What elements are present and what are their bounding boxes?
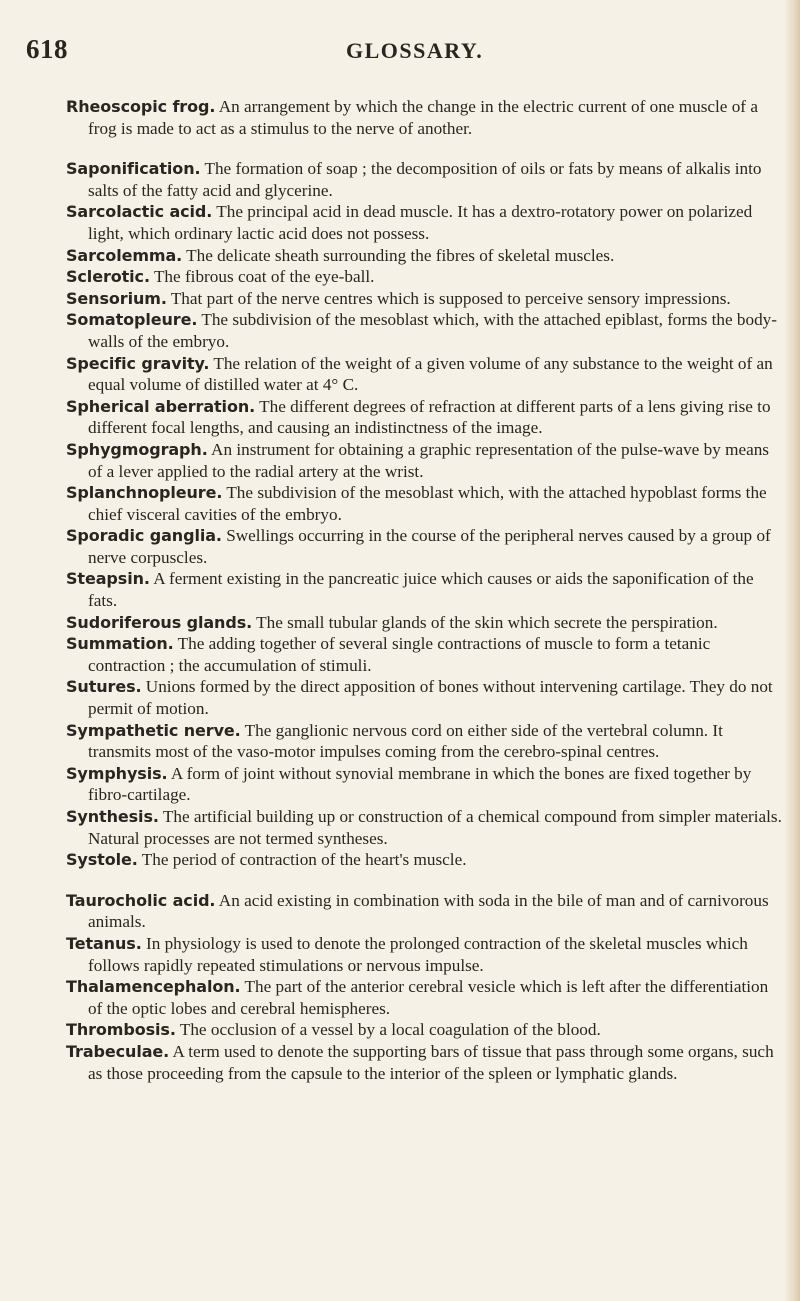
glossary-entry bbox=[66, 676, 782, 719]
entry-definition: The different degrees of refraction at different parts of a lens giving rise to different focal lengths, and causing an indistinctness of the image. bbox=[88, 396, 771, 438]
entry-term: Tetanus. bbox=[66, 933, 142, 953]
entry-definition: The ganglionic nervous cord on either side of the vertebral column. It transmits most of the vaso-motor impulses coming from the cerebro-spinal centres. bbox=[88, 720, 723, 762]
glossary-entry bbox=[66, 439, 782, 482]
entry-term: Sphygmograph. bbox=[66, 439, 208, 459]
page-number: 618 bbox=[26, 34, 68, 64]
glossary-entry bbox=[66, 288, 782, 310]
entry-term: Specific gravity. bbox=[66, 353, 210, 373]
entry-term: Sudoriferous glands. bbox=[66, 612, 253, 632]
entry-definition: The small tubular glands of the skin which secrete the perspiration. bbox=[256, 612, 718, 632]
entry-definition: The relation of the weight of a given volume of any substance to the weight of an equal volume of distilled water at 4° C. bbox=[88, 353, 773, 395]
entry-definition: Unions formed by the direct apposition of bones without intervening cartilage. They do not permit of motion. bbox=[88, 677, 773, 719]
entry-term: Sarcolemma. bbox=[66, 245, 183, 265]
entry-term: Rheoscopic frog. bbox=[66, 97, 216, 116]
entry-term: Spherical aberration. bbox=[66, 396, 256, 416]
glossary-entry bbox=[66, 849, 782, 871]
page-header bbox=[26, 34, 766, 74]
entry-term: Symphysis. bbox=[66, 763, 168, 783]
glossary-entries bbox=[66, 96, 782, 1084]
entry-term: Thrombosis. bbox=[66, 1020, 176, 1040]
entry-definition: An arrangement by which the change in the electric current of one muscle of a frog is made to act as a stimulus to the nerve of another. bbox=[88, 97, 758, 138]
page-edge-shadow bbox=[784, 0, 800, 1301]
entry-definition: A form of joint without synovial membrane in which the bones are fixed together by fibro-cartilage. bbox=[88, 763, 752, 805]
glossary-entry bbox=[66, 633, 782, 676]
entry-definition: The subdivision of the mesoblast which, with the attached hypoblast forms the chief visceral cavities of the embryo. bbox=[88, 483, 767, 524]
glossary-entry bbox=[66, 1019, 782, 1041]
entry-term: Sutures. bbox=[66, 677, 142, 697]
entry-term: Trabeculae. bbox=[66, 1041, 170, 1061]
entry-definition: In physiology is used to denote the prolonged contraction of the skeletal muscles which follows rapidly repeated stimulations or nervous impulse. bbox=[88, 933, 748, 975]
entry-term: Synthesis. bbox=[66, 807, 159, 826]
entry-definition: An instrument for obtaining a graphic representation of the pulse-wave by means of a lever applied to the radial artery at the wrist. bbox=[88, 439, 769, 481]
glossary-entry bbox=[66, 525, 782, 568]
glossary-entry bbox=[66, 201, 782, 244]
entry-term: Sclerotic. bbox=[66, 267, 150, 287]
entry-definition: That part of the nerve centres which is supposed to perceive sensory impressions. bbox=[170, 288, 731, 308]
glossary-entry bbox=[66, 890, 782, 933]
glossary-entry bbox=[66, 266, 782, 288]
entry-definition: The occlusion of a vessel by a local coagulation of the blood. bbox=[179, 1020, 601, 1040]
entry-term: Sympathetic nerve. bbox=[66, 720, 241, 740]
entry-definition: Swellings occurring in the course of the peripheral nerves caused by a group of nerve corpuscles. bbox=[88, 526, 771, 567]
entry-term: Sporadic ganglia. bbox=[66, 526, 222, 546]
entry-definition: A ferment existing in the pancreatic juice which causes or aids the saponification of the fats. bbox=[88, 569, 754, 611]
glossary-entry bbox=[66, 976, 782, 1019]
entry-term: Sensorium. bbox=[66, 288, 167, 308]
entry-definition: The subdivision of the mesoblast which, with the attached epiblast, forms the body-walls of the embryo. bbox=[88, 310, 777, 351]
running-title: GLOSSARY. bbox=[346, 38, 484, 63]
entry-definition: The fibrous coat of the eye-ball. bbox=[153, 267, 375, 287]
entry-term: Splanchnopleure. bbox=[66, 483, 223, 503]
glossary-entry bbox=[66, 763, 782, 806]
glossary-entry bbox=[66, 482, 782, 525]
glossary-entry bbox=[66, 933, 782, 976]
entry-definition: The artificial building up or construction of a chemical compound from simpler materials. Natural processes are not termed syntheses. bbox=[88, 807, 782, 848]
glossary-entry bbox=[66, 96, 782, 139]
glossary-entry bbox=[66, 396, 782, 439]
entry-definition: The delicate sheath surrounding the fibres of skeletal muscles. bbox=[186, 245, 615, 265]
entry-definition: The part of the anterior cerebral vesicle which is left after the differentiation of the optic lobes and cerebral hemispheres. bbox=[88, 977, 769, 1018]
entry-term: Saponification. bbox=[66, 159, 201, 179]
entry-definition: The adding together of several single contractions of muscle to form a tetanic contraction ; the accumulation of stimuli. bbox=[88, 634, 711, 675]
glossary-entry bbox=[66, 353, 782, 396]
glossary-entry bbox=[66, 245, 782, 267]
glossary-entry bbox=[66, 1041, 782, 1084]
glossary-entry bbox=[66, 806, 782, 849]
entry-term: Sarcolactic acid. bbox=[66, 202, 213, 222]
glossary-entry bbox=[66, 612, 782, 634]
entry-definition: An acid existing in combination with soda in the bile of man and of carnivorous animals. bbox=[88, 890, 769, 932]
entry-definition: A term used to denote the supporting bars of tissue that pass through some organs, such as those proceeding from the capsule to the interior of the spleen or lymphatic glands. bbox=[88, 1041, 774, 1083]
glossary-entry bbox=[66, 720, 782, 763]
glossary-entry bbox=[66, 158, 782, 201]
entry-term: Systole. bbox=[66, 850, 138, 870]
entry-definition: The period of contraction of the heart's muscle. bbox=[141, 850, 467, 870]
entry-definition: The principal acid in dead muscle. It has a dextro-rotatory power on polarized light, which ordinary lactic acid does not possess. bbox=[88, 202, 753, 243]
entry-term: Somatopleure. bbox=[66, 310, 198, 330]
entry-term: Steapsin. bbox=[66, 569, 150, 589]
entry-term: Summation. bbox=[66, 634, 174, 654]
glossary-entry bbox=[66, 309, 782, 352]
entry-definition: The formation of soap ; the decomposition of oils or fats by means of alkalis into salts of the fatty acid and glycerine. bbox=[88, 159, 762, 200]
entry-term: Thalamencephalon. bbox=[66, 977, 241, 997]
glossary-entry bbox=[66, 568, 782, 611]
entry-term: Taurocholic acid. bbox=[66, 890, 216, 910]
